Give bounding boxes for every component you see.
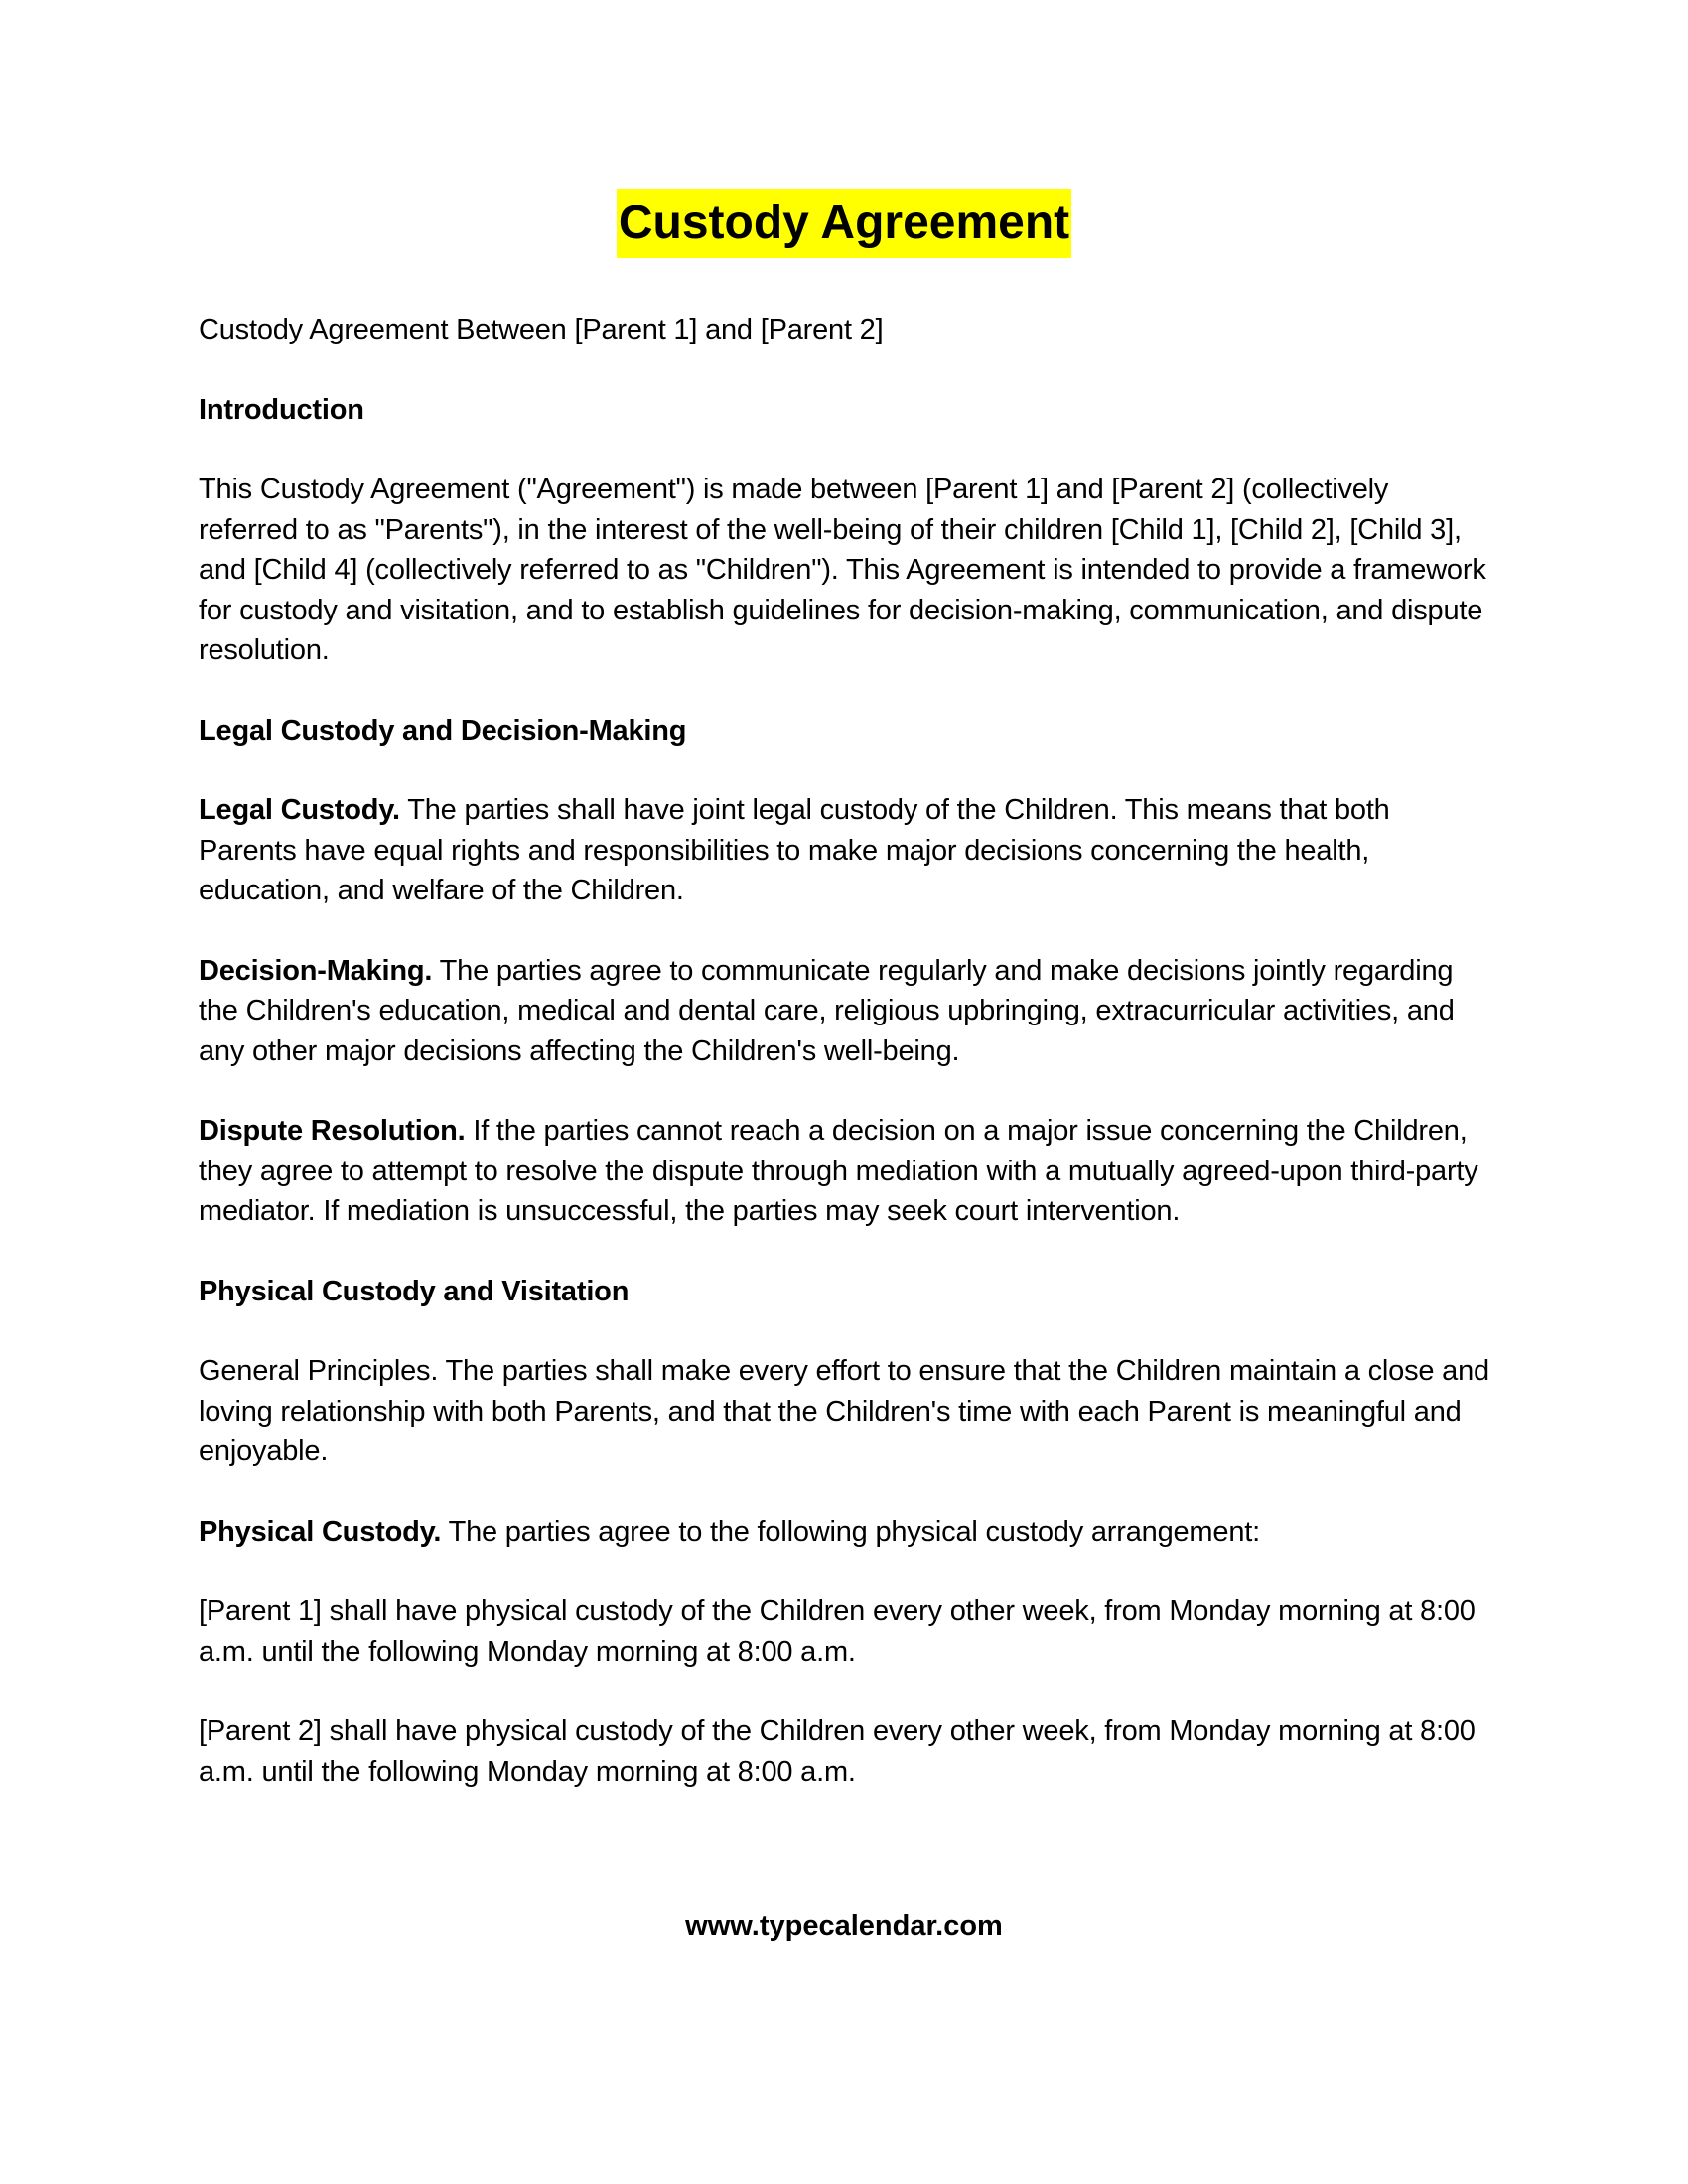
document-page [199, 189, 1489, 1832]
parent1-schedule-paragraph: [Parent 1] shall have physical custody of the Children every other week, from Monday morning at 8:00 a.m. until the following Monday morning at 8:00 a.m. [199, 1595, 1476, 1668]
footer-website: www.typecalendar.com [685, 1910, 1003, 1942]
introduction-heading: Introduction [199, 393, 364, 426]
dispute-resolution-paragraph [199, 1111, 1489, 1232]
legal-custody-section-heading: Legal Custody and Decision-Making [199, 714, 687, 747]
legal-custody-text: The parties shall have joint legal custody of the Children. This means that both Parents have equal rights and responsibilities to make major decisions concerning the health, education, and welfare of the Children. [199, 794, 1390, 906]
document-title: Custody Agreement [617, 189, 1071, 258]
physical-custody-section-heading: Physical Custody and Visitation [199, 1275, 630, 1307]
introduction-paragraph: This Custody Agreement ("Agreement") is made between [Parent 1] and [Parent 2] (collectively referred to as "Parents"), in the interest of the well-being of their children [Child 1], [Child 2], [Child 3], and [Child 4] (collectively referred to as "Children"). This Agreement is intended to provide a framework for custody and visitation, and to establish guidelines for decision-making, communication, and dispute resolution. [199, 474, 1486, 666]
dispute-resolution-text: If the parties cannot reach a decision on a major issue concerning the Children, they agree to attempt to resolve the dispute through mediation with a mutually agreed-upon third-party mediator. If mediation is unsuccessful, the parties may seek court intervention. [199, 1115, 1478, 1227]
decision-making-lead: Decision-Making. [199, 954, 433, 987]
legal-custody-lead: Legal Custody. [199, 794, 400, 826]
physical-custody-text: The parties agree to the following physical custody arrangement: [441, 1515, 1260, 1548]
general-principles-paragraph: General Principles. The parties shall make every effort to ensure that the Children maintain a close and loving relationship with both Parents, and that the Children's time with each Parent is meaningful and enjoyable. [199, 1355, 1489, 1467]
title-container [199, 189, 1489, 258]
document-subtitle: Custody Agreement Between [Parent 1] and [Parent 2] [199, 314, 884, 345]
physical-custody-paragraph [199, 1512, 1489, 1553]
legal-custody-paragraph [199, 790, 1489, 911]
physical-custody-lead: Physical Custody. [199, 1515, 442, 1548]
decision-making-text: The parties agree to communicate regularly and make decisions jointly regarding the Children's education, medical and dental care, religious upbringing, extracurricular activities, and any other major decisions affecting the Children's well-being. [199, 954, 1455, 1067]
decision-making-paragraph [199, 951, 1489, 1072]
parent2-schedule-paragraph: [Parent 2] shall have physical custody of the Children every other week, from Monday morning at 8:00 a.m. until the following Monday morning at 8:00 a.m. [199, 1715, 1476, 1788]
dispute-resolution-lead: Dispute Resolution. [199, 1115, 466, 1147]
